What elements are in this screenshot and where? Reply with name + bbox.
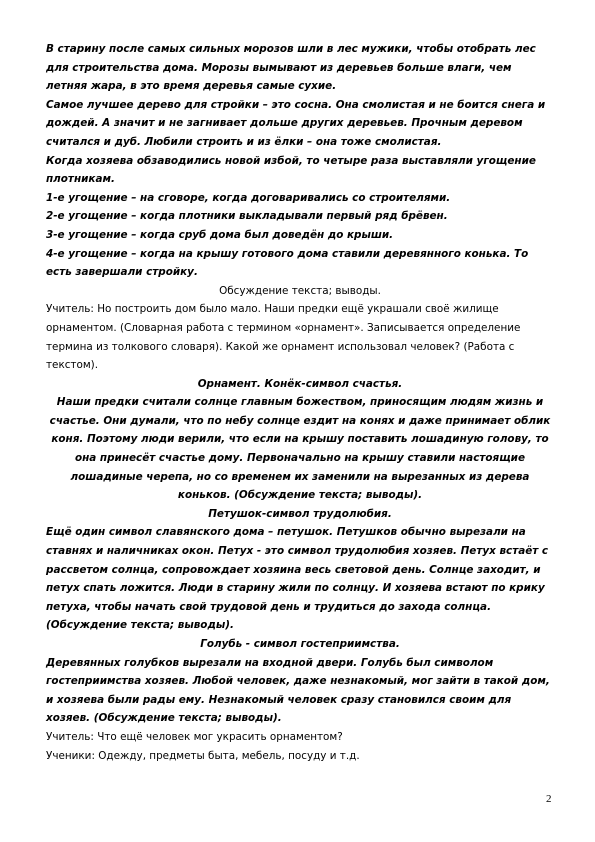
rooster-heading: Петушок-символ трудолюбия. xyxy=(208,507,392,520)
paragraph-dove-symbol: Деревянных голубков вырезали на входной двери. Голубь был символом гостеприимства хозяев. Любой человек, даже незнакомый, мог зайти в такой дом, и хозяева были рады ему. Незнакомый человек сразу становился своим для хозяев. (Обсуждение текста; выводы). xyxy=(46,656,550,725)
teacher-final-question: Учитель: Что ещё человек мог украсить орнаментом? xyxy=(46,730,343,743)
page-number: 2 xyxy=(546,793,552,805)
teacher-ornament-question: Учитель: Но построить дом было мало. Наши предки ещё украшали своё жилище орнаментом. (Словарная работа с термином «орнамент». Записывается определение термина из толкового словаря). Какой же орнамент использовал человек? (Работа с текстом). xyxy=(46,303,521,372)
paragraph-forest-selection: В старину после самых сильных морозов шли в лес мужики, чтобы отобрать лес для строительства дома. Морозы вымывают из деревьев больше влаги, чем летняя жара, в это время деревья самые сухие. xyxy=(46,43,536,93)
paragraph-horse-symbol: Наши предки считали солнце главным божеством, приносящим людям жизнь и счастье. Они думали, что по небу солнце ездит на конях и даже принимает облик коня. Поэтому люди верили, что если на крышу поставить лошадиную голову, то она принесёт счастье дому. Первоначально на крышу ставили настоящие лошадиные черепа, но со временем их заменили на вырезанных из дерева коньков. (Обсуждение текста; выводы). xyxy=(49,396,551,502)
paragraph-carpenters-treats: Когда хозяева обзаводились новой избой, то четыре раза выставляли угощение плотникам. xyxy=(46,154,536,186)
page-content xyxy=(46,40,554,765)
discussion-heading: Обсуждение текста; выводы. xyxy=(219,284,381,297)
dove-heading: Голубь - символ гостеприимства. xyxy=(200,638,400,650)
list-item-treat-4: 4-е угощение – когда на крышу готового дома ставили деревянного конька. То есть завершали стройку. xyxy=(46,247,529,279)
students-answer: Ученики: Одежду, предметы быта, мебель, посуду и т.д. xyxy=(46,749,360,762)
list-item-treat-2: 2-е угощение – когда плотники выкладывали первый ряд брёвен. xyxy=(46,210,448,223)
paragraph-best-wood: Самое лучшее дерево для стройки – это сосна. Она смолистая и не боится снега и дождей. А значит и не загнивает дольше других деревьев. Прочным деревом считался и дуб. Любили строить и из ёлки – она тоже смолистая. xyxy=(46,98,546,148)
list-item-treat-1: 1-е угощение – на сговоре, когда договаривались со строителями. xyxy=(46,191,451,204)
paragraph-rooster-symbol: Ещё один символ славянского дома – петушок. Петушков обычно вырезали на ставнях и наличниках окон. Петух - это символ трудолюбия хозяев. Петух встаёт с рассветом солнца, сопровождает хозяина весь световой день. Солнце заходит, и петух спать ложится. Люди в старину жили по солнцу. И хозяева встают по крику петуха, чтобы начать свой трудовой день и трудиться до захода солнца. (Обсуждение текста; выводы). xyxy=(46,526,549,632)
list-item-treat-3: 3-е угощение – когда сруб дома был доведён до крыши. xyxy=(46,228,394,241)
ornament-horse-heading: Орнамент. Конёк-символ счастья. xyxy=(197,377,403,390)
